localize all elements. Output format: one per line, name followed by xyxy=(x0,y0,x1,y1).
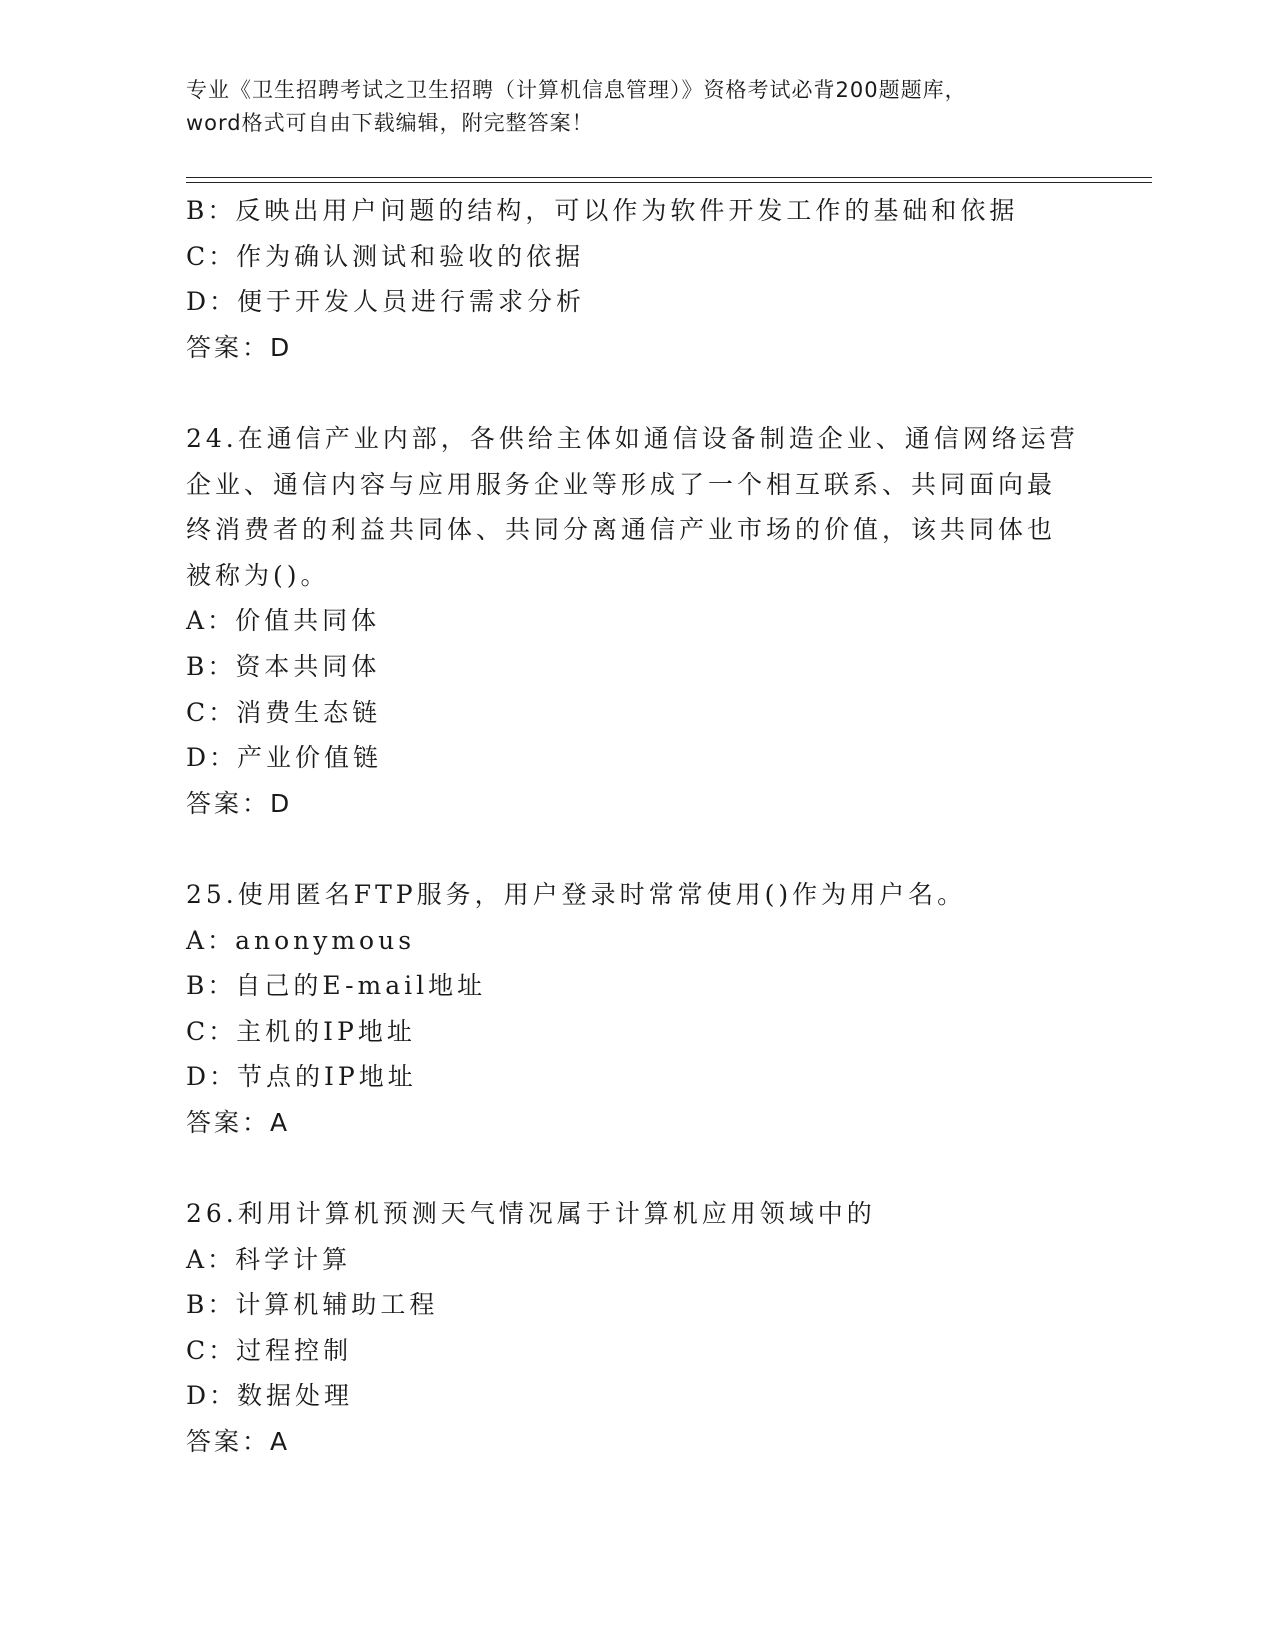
question-stem: 24.在通信产业内部，各供给主体如通信设备制造企业、通信网络运营 xyxy=(186,423,1079,453)
header-line-1: 专业《卫生招聘考试之卫生招聘（计算机信息管理）》资格考试必背200题题库， xyxy=(186,78,967,102)
option-line: C：过程控制 xyxy=(186,1335,353,1365)
option-line: D：节点的IP地址 xyxy=(186,1062,417,1092)
question-list xyxy=(186,188,1086,1465)
question-block-24 xyxy=(186,416,1086,826)
option-line: D：产业价值链 xyxy=(186,743,383,773)
option-line: D：数据处理 xyxy=(186,1381,354,1411)
option-line: A：价值共同体 xyxy=(186,606,381,636)
option-line: C：消费生态链 xyxy=(186,697,382,727)
answer-line: 答案：D xyxy=(186,332,293,362)
document-header xyxy=(186,74,1086,140)
question-block-23 xyxy=(186,188,1086,370)
spacer xyxy=(186,1145,1086,1191)
spacer xyxy=(186,826,1086,872)
question-block-25 xyxy=(186,872,1086,1146)
option-line: C：主机的IP地址 xyxy=(186,1016,416,1046)
question-stem: 25.使用匿名FTP服务，用户登录时常常使用()作为用户名。 xyxy=(186,879,967,909)
question-stem: 企业、通信内容与应用服务企业等形成了一个相互联系、共同面向最 xyxy=(186,469,1057,499)
question-stem: 终消费者的利益共同体、共同分离通信产业市场的价值，该共同体也 xyxy=(186,515,1057,545)
option-line: C：作为确认测试和验收的依据 xyxy=(186,241,585,271)
spacer xyxy=(186,370,1086,416)
option-line: A：anonymous xyxy=(186,925,416,955)
answer-line: 答案：A xyxy=(186,1107,291,1137)
header-line-2: word格式可自由下载编辑，附完整答案！ xyxy=(186,111,594,135)
option-line: D：便于开发人员进行需求分析 xyxy=(186,287,586,317)
answer-line: 答案：A xyxy=(186,1427,291,1457)
question-stem: 被称为()。 xyxy=(186,560,330,590)
option-line: B：计算机辅助工程 xyxy=(186,1290,439,1320)
option-line: A：科学计算 xyxy=(186,1244,352,1274)
option-line: B：反映出用户问题的结构，可以作为软件开发工作的基础和依据 xyxy=(186,196,1019,225)
header-rule-top xyxy=(186,177,1152,178)
header-rule-bottom xyxy=(186,182,1152,183)
option-line: B：资本共同体 xyxy=(186,651,381,681)
question-block-26 xyxy=(186,1191,1086,1465)
answer-line: 答案：D xyxy=(186,788,293,818)
question-stem: 26.利用计算机预测天气情况属于计算机应用领域中的 xyxy=(186,1199,876,1229)
option-line: B：自己的E-mail地址 xyxy=(186,971,487,1001)
